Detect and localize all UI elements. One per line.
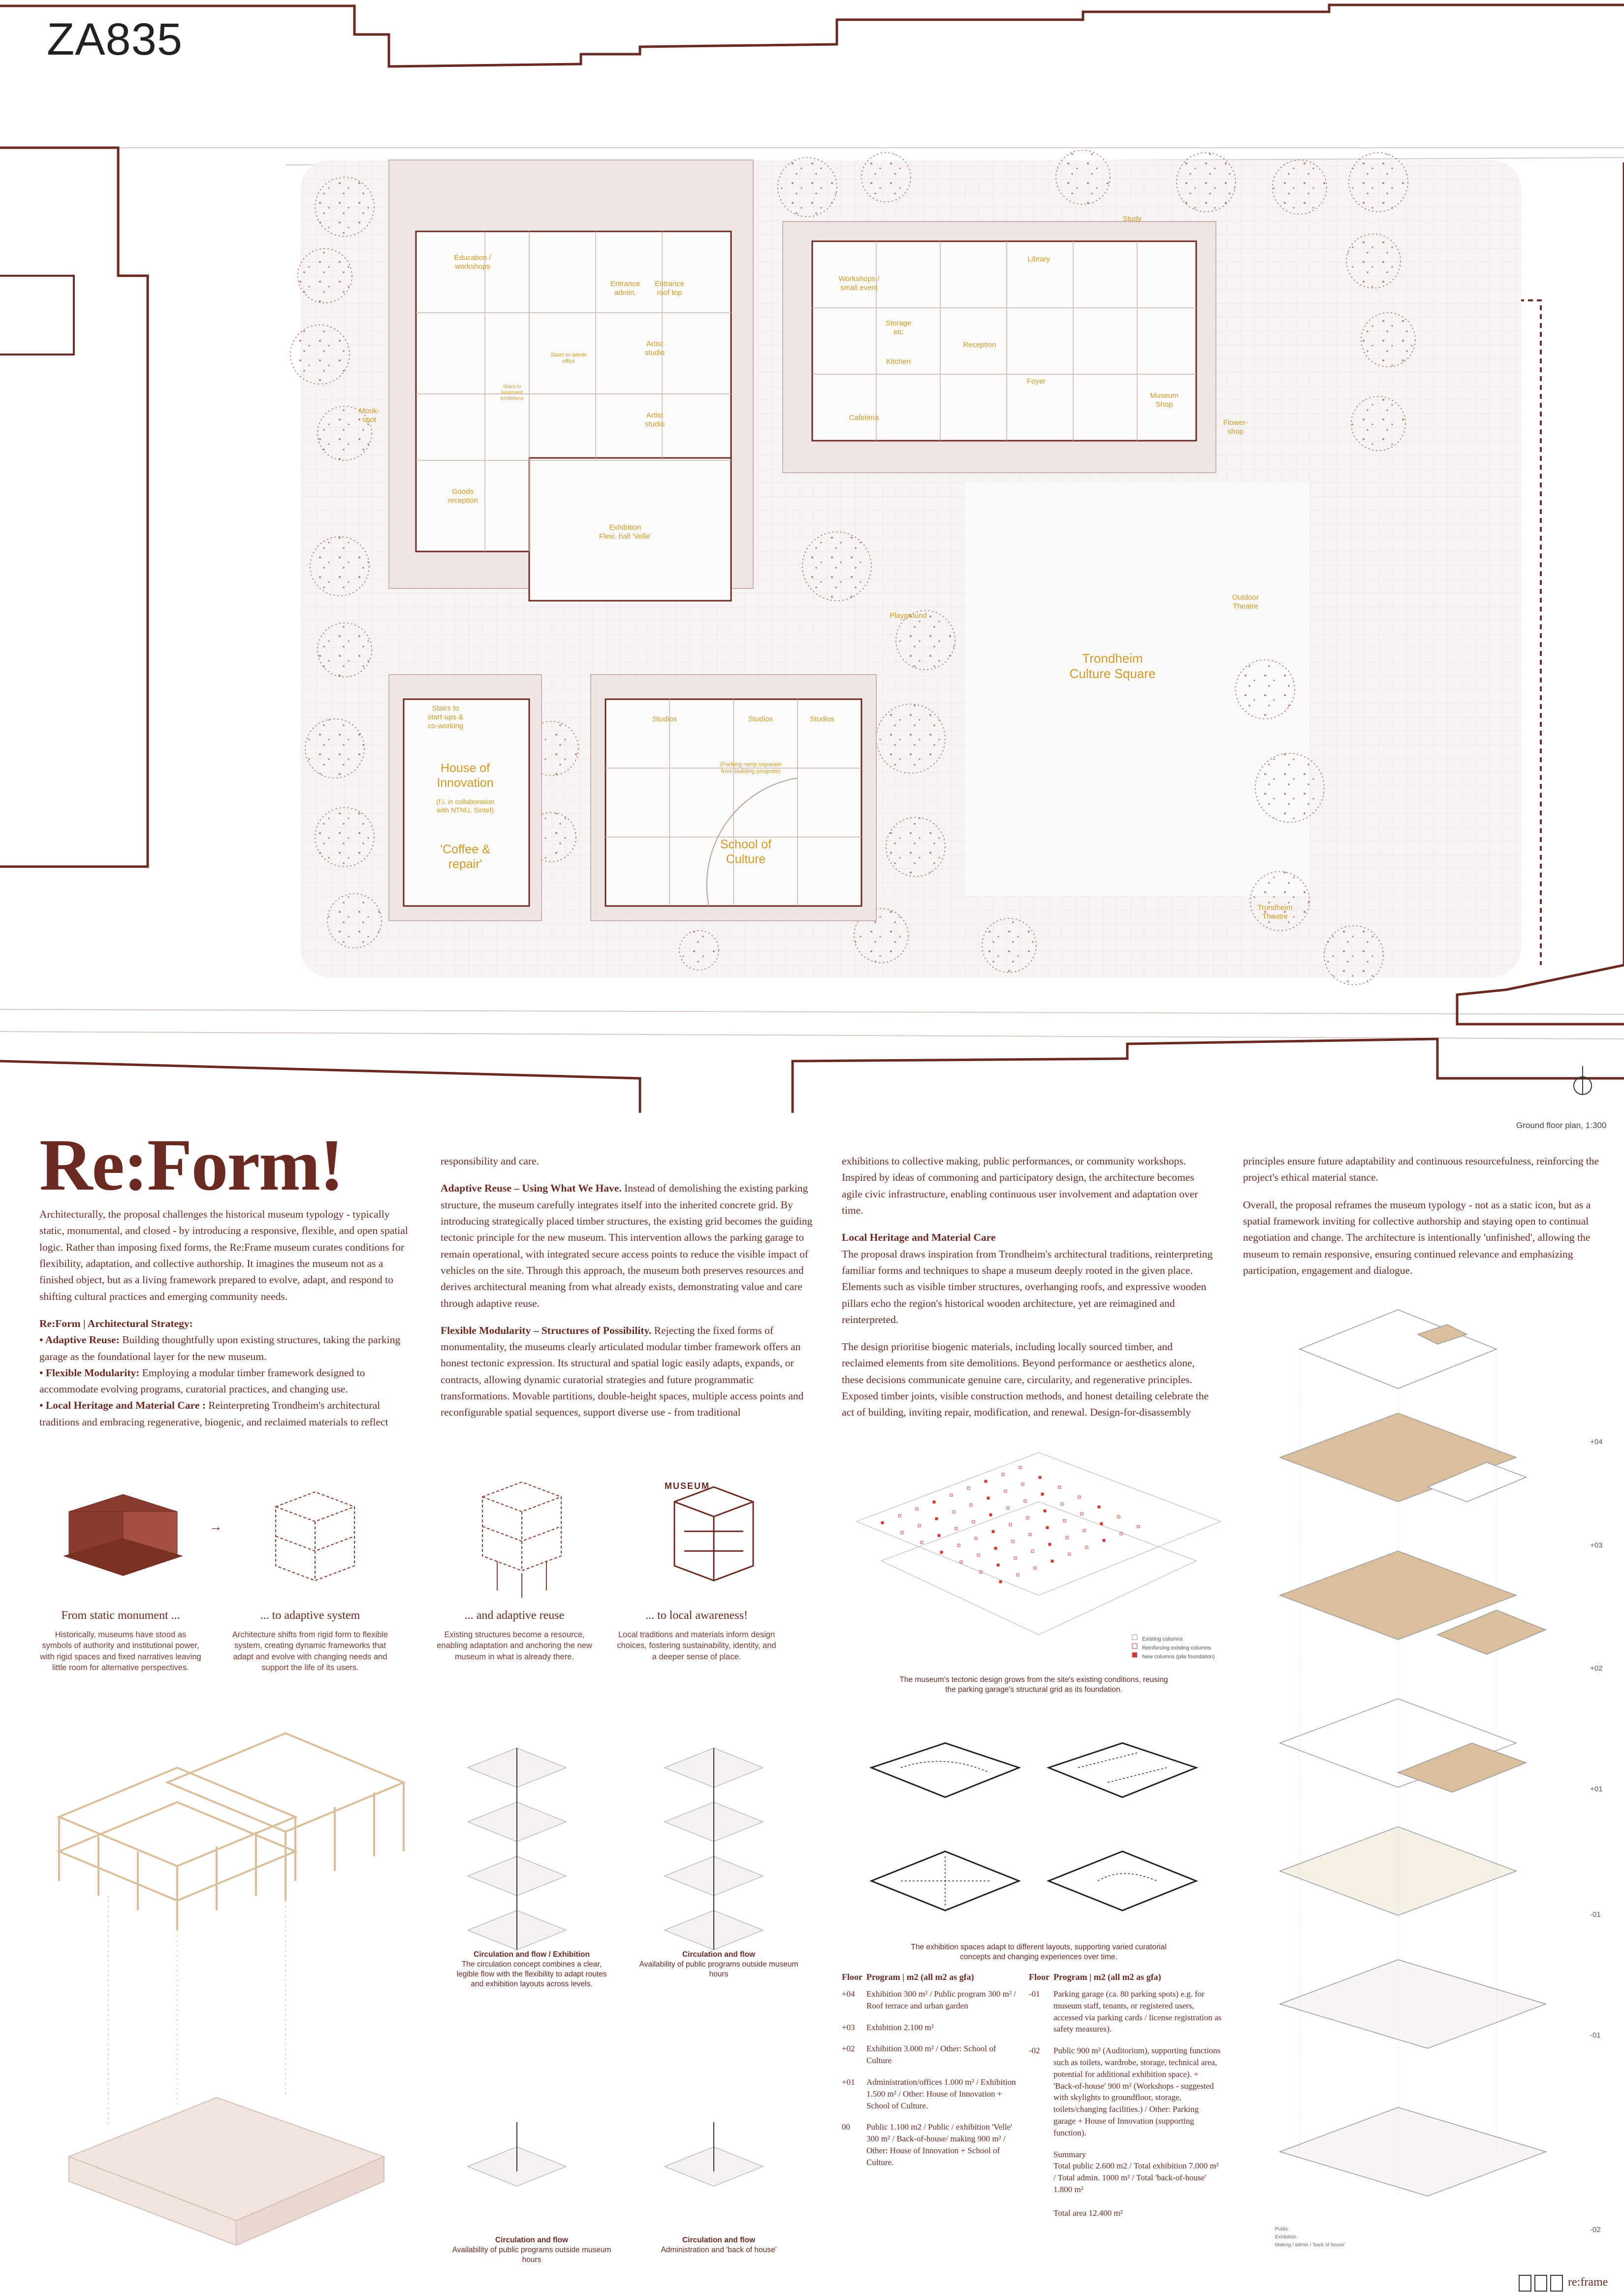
grid-column-mark bbox=[1041, 1493, 1044, 1495]
label-stairs-basement: Stairs to basement exhibitions bbox=[500, 384, 524, 401]
local-heritage-text-2: The design prioritise biogenic materials, including locally sourced timber, and reclaimed elements from site demolitions. Beyond performance or aesthetics alone, these decisions communicate genuine care, circularity, and regenerative principles. Exposed timber joints, visible construction methods, and honest detailing celebrate the act of building, inviting repair, modification, and renewal. Design-for-disassembly bbox=[842, 1341, 1209, 1419]
grid-column-mark bbox=[1068, 1553, 1071, 1555]
local-heritage-text-1: The proposal draws inspiration from Trondheim's architectural traditions, reinterpreting familiar forms and techniques to shape a museum deeply rooted in the given place. Elements such as visible timber structures, overhanging roofs, and expressive wooden pillars echo the region's historical wooden architecture, yet are reimagined and reinterpreted. bbox=[842, 1248, 1213, 1326]
program-cell: Public 900 m² (Auditorium), supporting functions such as toilets, wardrobe, storage, technical area, potential for additional exhibition space). + 'Back-of-house' 900 m² (Workshops - suggested with skylights to groundfloor, storage, toilets/changing facilities.) / Other: Parking garage + House of Innovation (supporting function). bbox=[1053, 2046, 1221, 2137]
level-plus-03: +03 bbox=[1590, 1541, 1603, 1550]
page-box-icon bbox=[1519, 2275, 1531, 2292]
page-box-icon bbox=[1550, 2275, 1563, 2292]
grid-caption: The museum's tectonic design grows from the site's existing conditions, reusing the parking garage's structural grid as its foundation. bbox=[899, 1676, 1168, 1694]
step-4-title: ... to local awareness! bbox=[645, 1609, 748, 1622]
header-floor: Floor bbox=[1029, 1972, 1050, 1982]
concept-diagrams bbox=[39, 1477, 807, 1600]
grid-column-mark bbox=[1058, 1486, 1061, 1488]
step-1-text: Historically, museums have stood as symbols of authority and institutional power, with rigid spaces and fixed narratives leaving little room for alternative perspectives. bbox=[40, 1630, 201, 1672]
bullet-2-text: Employing a modular timber framework designed to accommodate evolving programs, curatorial practices, and changing use. bbox=[39, 1366, 365, 1395]
bullet-1-text: Building thoughtfully upon existing structures, taking the parking garage as the foundational layer for the new museum. bbox=[39, 1334, 401, 1362]
grid-column-mark bbox=[918, 1524, 921, 1527]
grid-column-mark bbox=[1019, 1466, 1021, 1469]
floor-cell: -01 bbox=[1029, 1989, 1040, 1999]
floor-cell: +01 bbox=[842, 2077, 855, 2087]
grid-column-mark bbox=[1034, 1567, 1036, 1569]
strategy-heading: Re:Form | Architectural Strategy: bbox=[39, 1317, 193, 1329]
site-plan bbox=[0, 0, 1624, 1137]
label-goods-reception: Goods reception bbox=[447, 487, 478, 505]
grid-column-mark bbox=[1021, 1483, 1024, 1486]
temple-icon bbox=[64, 1494, 182, 1576]
label-study: Study bbox=[1122, 215, 1142, 223]
circ-2-title: Circulation and flow bbox=[682, 1950, 756, 1959]
header-floor: Floor bbox=[842, 1972, 862, 1982]
levels-legend bbox=[1275, 2226, 1345, 2249]
footer-brand: re:frame bbox=[1568, 2276, 1608, 2289]
label-parking-ramp: (Parking ramp separate from building program) bbox=[720, 761, 782, 775]
grid-column-mark bbox=[1046, 1526, 1049, 1529]
legend-existing: Existing columns bbox=[1142, 1636, 1183, 1642]
program-table-left bbox=[842, 1972, 1024, 2178]
grid-column-mark bbox=[950, 1494, 953, 1496]
text-column-3 bbox=[842, 1153, 1216, 1432]
label-entrance-admin: Entrance admin. bbox=[610, 280, 640, 297]
label-school-of-culture: School of Culture bbox=[720, 838, 772, 866]
label-culture-square: Trondheim Culture Square bbox=[1069, 651, 1156, 681]
grid-column-mark bbox=[977, 1554, 980, 1556]
bullet-1-head: • Adaptive Reuse: bbox=[39, 1334, 120, 1346]
grid-column-mark bbox=[935, 1518, 938, 1520]
grid-column-mark bbox=[1031, 1550, 1034, 1552]
grid-column-mark bbox=[1007, 1507, 1009, 1509]
header-program: Program | m2 (all m2 as gfa) bbox=[1053, 1972, 1161, 1982]
grid-column-mark bbox=[1137, 1525, 1140, 1528]
circ-3 bbox=[450, 2235, 613, 2265]
grid-column-mark bbox=[1103, 1539, 1105, 1542]
level-minus-01a: -01 bbox=[1590, 1910, 1601, 1919]
step-2 bbox=[229, 1609, 391, 1673]
program-cell: Exhibition 300 m² / Public program 300 m² / Roof terrace and urban garden bbox=[866, 1989, 1016, 2010]
label-mook-spot: Mook- spot bbox=[359, 407, 380, 424]
adaptive-system-icon bbox=[276, 1492, 354, 1581]
grid-column-mark bbox=[1078, 1496, 1081, 1498]
grid-column-mark bbox=[957, 1544, 960, 1547]
step-4-text: Local traditions and materials inform design choices, fostering sustainability, identity, and a deeper sense of place. bbox=[617, 1630, 776, 1661]
levels-legend-making: Making / admin / 'back of house' bbox=[1275, 2242, 1345, 2248]
program-cell: Parking garage (ca. 80 parking spots) e.g. for museum staff, tenants, or registered users, accessed via parking cards / license registration as safety measures). bbox=[1053, 1989, 1222, 2034]
grid-column-mark bbox=[898, 1515, 901, 1517]
grid-column-mark bbox=[960, 1561, 962, 1563]
circ-3-text: Availability of public programs outside museum hours bbox=[452, 2246, 611, 2264]
project-code: ZA835 bbox=[47, 14, 183, 65]
step-3-title: ... and adaptive reuse bbox=[464, 1609, 565, 1622]
local-awareness-icon bbox=[674, 1487, 753, 1581]
step-4 bbox=[615, 1609, 778, 1662]
grid-column-mark bbox=[1026, 1517, 1029, 1519]
grid-column-mark bbox=[1100, 1522, 1103, 1525]
grid-column-mark bbox=[1002, 1473, 1004, 1476]
circ-3-title: Circulation and flow bbox=[495, 2236, 569, 2244]
legend-new: New columns (pile foundation) bbox=[1142, 1654, 1215, 1660]
step-2-title: ... to adaptive system bbox=[260, 1609, 360, 1622]
circ-1-title: Circulation and flow / Exhibition bbox=[474, 1950, 590, 1959]
grid-column-mark bbox=[1024, 1500, 1026, 1502]
program-cell: Exhibition 2.100 m² bbox=[866, 2022, 934, 2032]
label-coffee-repair: 'Coffee & repair' bbox=[440, 842, 490, 871]
grid-column-mark bbox=[921, 1541, 923, 1544]
program-cell: Exhibition 3.000 m² / Other: School of Culture bbox=[866, 2044, 996, 2066]
label-artist-studio-1: Artist studio bbox=[644, 340, 665, 357]
label-studios-2: Studios bbox=[748, 715, 773, 723]
circulation-diagrams bbox=[448, 1738, 822, 2250]
label-artist-studio-2: Artist studio bbox=[644, 411, 665, 428]
page-title: Re:Form! bbox=[39, 1124, 343, 1206]
layouts-caption: The exhibition spaces adapt to different layouts, supporting varied curatorial concepts and changing experiences over time. bbox=[911, 1943, 1167, 1962]
grid-column-mark bbox=[992, 1530, 994, 1533]
label-workshops: Workshops / small event bbox=[838, 275, 880, 292]
step-3-text: Existing structures become a resource, enabling adaptation and anchoring the new museum in what is already there. bbox=[437, 1630, 592, 1661]
grid-column-mark bbox=[1049, 1543, 1051, 1546]
grid-column-mark bbox=[1051, 1560, 1053, 1562]
structural-grid-diagram bbox=[842, 1448, 1236, 1664]
bullet-3-head: • Local Heritage and Material Care : bbox=[39, 1399, 206, 1412]
grid-column-mark bbox=[1117, 1516, 1120, 1518]
adaptive-reuse-heading: Adaptive Reuse – Using What We Have. bbox=[441, 1182, 622, 1195]
grid-column-mark bbox=[1012, 1540, 1014, 1543]
grid-column-mark bbox=[1017, 1574, 1019, 1576]
label-house-of-innovation: House of Innovation bbox=[437, 761, 494, 790]
circ-4 bbox=[637, 2235, 800, 2255]
grid-legend bbox=[1142, 1635, 1215, 1661]
label-studios-3: Studios bbox=[809, 715, 835, 723]
legend-reinforcing: Reinforcing existing columns bbox=[1142, 1645, 1211, 1651]
circ-4-text: Administration and 'back of house' bbox=[661, 2246, 777, 2255]
bullet-2-head: • Flexible Modularity: bbox=[39, 1366, 140, 1379]
grid-column-mark bbox=[1081, 1513, 1083, 1515]
flexible-modularity-text: Rejecting the fixed forms of monumentality, the museums clearly articulated modular timber framework offers an honest tectonic expression. Its structural and spatial logic easily adapts, expands, or contracts, allowing dynamic curatorial strategies and future programmatic transformations. Movable partitions, double-height spaces, multiple access points and reconfigurable spatial sequences, support diverse use - from traditional bbox=[441, 1324, 804, 1419]
label-studios-1: Studios bbox=[652, 715, 677, 723]
page-box-icon bbox=[1534, 2275, 1547, 2292]
label-museum-shop: Museum Shop bbox=[1150, 391, 1178, 409]
grid-column-mark bbox=[1044, 1510, 1046, 1512]
header-program: Program | m2 (all m2 as gfa) bbox=[866, 1972, 974, 1982]
floor-cell: -02 bbox=[1029, 2046, 1040, 2056]
exploded-levels bbox=[1250, 1290, 1605, 2270]
grid-column-mark bbox=[955, 1527, 957, 1530]
label-education: Education / workshops bbox=[454, 254, 491, 271]
text-column-1 bbox=[39, 1206, 414, 1430]
level-plus-01: +01 bbox=[1590, 1785, 1603, 1793]
label-entrance-rooftop: Entrance roof top bbox=[654, 280, 685, 297]
level-minus-02: -02 bbox=[1590, 2226, 1601, 2234]
col2-continuation: responsibility and care. bbox=[441, 1155, 540, 1167]
timber-axonometric bbox=[39, 1723, 433, 2275]
step-1-title: From static monument ... bbox=[61, 1609, 180, 1622]
col4-continuation: principles ensure future adaptability and continuous resourcefulness, reinforcing the project's ethical material stance. bbox=[1243, 1155, 1599, 1184]
floor-cell bbox=[1029, 2149, 1053, 2229]
grid-column-mark bbox=[1063, 1520, 1066, 1522]
label-stairs-startups: Stairs to start-ups & co-working bbox=[427, 704, 464, 730]
floor-cell: +02 bbox=[842, 2044, 855, 2054]
grid-column-mark bbox=[987, 1497, 989, 1499]
label-stairs-admin: Stairs to admin office bbox=[550, 352, 587, 365]
label-playground: Playground bbox=[890, 612, 927, 620]
local-heritage-heading: Local Heritage and Material Care bbox=[842, 1231, 996, 1244]
col3-continuation: exhibitions to collective making, public performances, or community workshops. Inspired by ideas of commoning and participatory design, the architecture becomes agile civic infrastructure, enabling continuous user involvement and adaptation over time. bbox=[842, 1155, 1198, 1216]
grid-column-mark bbox=[916, 1508, 918, 1510]
grid-column-mark bbox=[940, 1551, 943, 1553]
flexible-modularity-heading: Flexible Modularity – Structures of Possibility. bbox=[441, 1324, 652, 1336]
label-cafeteria: Cafeteria bbox=[849, 414, 879, 422]
grid-column-mark bbox=[967, 1487, 970, 1489]
circ-1 bbox=[450, 1950, 613, 1990]
col4-conclusion: Overall, the proposal reframes the museum typology - not as a static icon, but as a spatial framework inviting for collective authorship and staying open to continual negotiation and change. The architecture is intentionally 'unfinished', allowing the museum to remain responsive, ensuring continued relevance and emphasizing participation, engagement and dialogue. bbox=[1243, 1198, 1591, 1276]
grid-column-mark bbox=[1085, 1546, 1088, 1549]
grid-column-mark bbox=[953, 1511, 955, 1513]
program-cell: Public 1.100 m2 / Public / exhibition 'Velle' 300 m² / Back-of-house/ making 900 m² / Other: House of Innovation + School of Culture. bbox=[866, 2122, 1013, 2167]
grid-column-mark bbox=[1098, 1506, 1100, 1508]
text-column-2 bbox=[441, 1153, 815, 1432]
floor-cell: 00 bbox=[842, 2122, 850, 2132]
grid-column-mark bbox=[901, 1531, 903, 1534]
grid-column-mark bbox=[989, 1514, 992, 1516]
label-flower-shop: Flower- shop bbox=[1223, 419, 1248, 436]
adaptive-reuse-text: Instead of demolishing the existing parking structure, the museum carefully integrates itself into the inherited concrete grid. By introducing strategically placed timber structures, the existing grid becomes the guiding tectonic principle for the new museum. This intervention allows the parking garage to remain operational, with integrated secure access points to reduce the visible impact of vehicles on the site. Through this approach, the museum both preserves resources and derives architectural meaning from what already exists, demonstrating value and care through adaptive reuse. bbox=[441, 1182, 813, 1309]
grid-column-mark bbox=[1039, 1476, 1041, 1479]
step-1 bbox=[39, 1609, 202, 1673]
grid-column-mark bbox=[972, 1520, 975, 1523]
museum-sign: MUSEUM bbox=[665, 1481, 710, 1491]
grid-column-mark bbox=[1066, 1536, 1068, 1539]
level-minus-01b: -01 bbox=[1590, 2031, 1601, 2039]
step-2-text: Architecture shifts from rigid form to flexible system, creating dynamic frameworks that adapt and evolve with changing needs and support the life of its users. bbox=[232, 1630, 388, 1672]
floor-cell: +04 bbox=[842, 1989, 855, 1999]
arrow-icon: → bbox=[209, 1519, 222, 1534]
label-reception: Reception bbox=[963, 341, 996, 349]
label-exhibition-hall: Exhibition Flexi. hall 'Velle' bbox=[599, 523, 651, 541]
circ-4-title: Circulation and flow bbox=[682, 2236, 756, 2244]
grid-column-mark bbox=[970, 1504, 972, 1506]
grid-column-mark bbox=[938, 1534, 940, 1537]
levels-legend-exhibition: Exhibition bbox=[1275, 2234, 1297, 2240]
label-library: Library bbox=[1027, 255, 1050, 263]
grid-column-mark bbox=[1009, 1523, 1012, 1526]
program-cell: Administration/offices 1.000 m² / Exhibition 1.500 m² / Other: House of Innovation + School of Culture. bbox=[866, 2077, 1016, 2110]
program-table-right bbox=[1029, 1972, 1226, 2229]
grid-column-mark bbox=[881, 1521, 884, 1524]
circ-2-text: Availability of public programs outside museum hours bbox=[639, 1960, 798, 1979]
intro-paragraph: Architecturally, the proposal challenges the historical museum typology - typically static, monumental, and closed - by introducing a responsive, flexible, and open spatial logic. Rather than imposing fixed forms, the Re:Frame museum curates conditions for flexibility, adaptation, and collective authorship. It imagines the museum not as a finished object, but as a living framework prepared to evolve, adapt, and respond to shifting cultural practices and emerging community needs. bbox=[39, 1208, 408, 1302]
label-hoi-sub: (f.i. in collaboration with NTNU, Sintef) bbox=[436, 798, 494, 814]
floor-cell: +03 bbox=[842, 2022, 855, 2032]
grid-column-mark bbox=[997, 1564, 999, 1566]
levels-legend-public: Public bbox=[1275, 2227, 1289, 2232]
grid-column-mark bbox=[999, 1581, 1002, 1583]
grid-column-mark bbox=[1061, 1503, 1063, 1505]
text-column-4 bbox=[1243, 1153, 1607, 1290]
label-kitchen: Kitchen bbox=[886, 357, 911, 366]
label-outdoor-theatre: Outdoor Theatre bbox=[1232, 593, 1259, 611]
summary-cell: Summary Total public 2.600 m2 / Total exhibition 7.000 m² / Total admin. 1000 m² / Total 'back-of-house' 1.800 m² Total area 12.400 m² bbox=[1053, 2149, 1219, 2218]
grid-column-mark bbox=[975, 1537, 977, 1540]
grid-column-mark bbox=[1004, 1490, 1007, 1492]
label-storage: Storage etc bbox=[885, 319, 912, 336]
level-plus-04: +04 bbox=[1590, 1438, 1603, 1446]
page-indicator bbox=[1519, 2275, 1563, 2292]
label-foyer: Foyer bbox=[1026, 377, 1046, 386]
exhibition-layouts bbox=[861, 1733, 1216, 1940]
grid-column-mark bbox=[994, 1547, 997, 1550]
circ-1-text: The circulation concept combines a clear, legible flow with the flexibility to adapt routes and exhibition layouts across levels. bbox=[456, 1960, 607, 1989]
grid-column-mark bbox=[1029, 1533, 1031, 1536]
grid-column-mark bbox=[1014, 1557, 1017, 1559]
adaptive-reuse-icon bbox=[482, 1482, 561, 1598]
grid-column-mark bbox=[1083, 1529, 1085, 1532]
label-trondheim-theatre: Trondheim Theatre bbox=[1257, 904, 1293, 921]
step-3 bbox=[433, 1609, 596, 1662]
plan-caption: Ground floor plan, 1:300 bbox=[1516, 1121, 1607, 1130]
level-plus-02: +02 bbox=[1590, 1664, 1603, 1673]
circ-2 bbox=[637, 1950, 800, 1979]
grid-column-mark bbox=[985, 1480, 987, 1483]
bullet-3-text: Reinterpreting Trondheim's architectural traditions and embracing regenerative, biogenic, and reclaimed materials to reflect bbox=[39, 1399, 388, 1428]
grid-column-mark bbox=[933, 1501, 935, 1503]
